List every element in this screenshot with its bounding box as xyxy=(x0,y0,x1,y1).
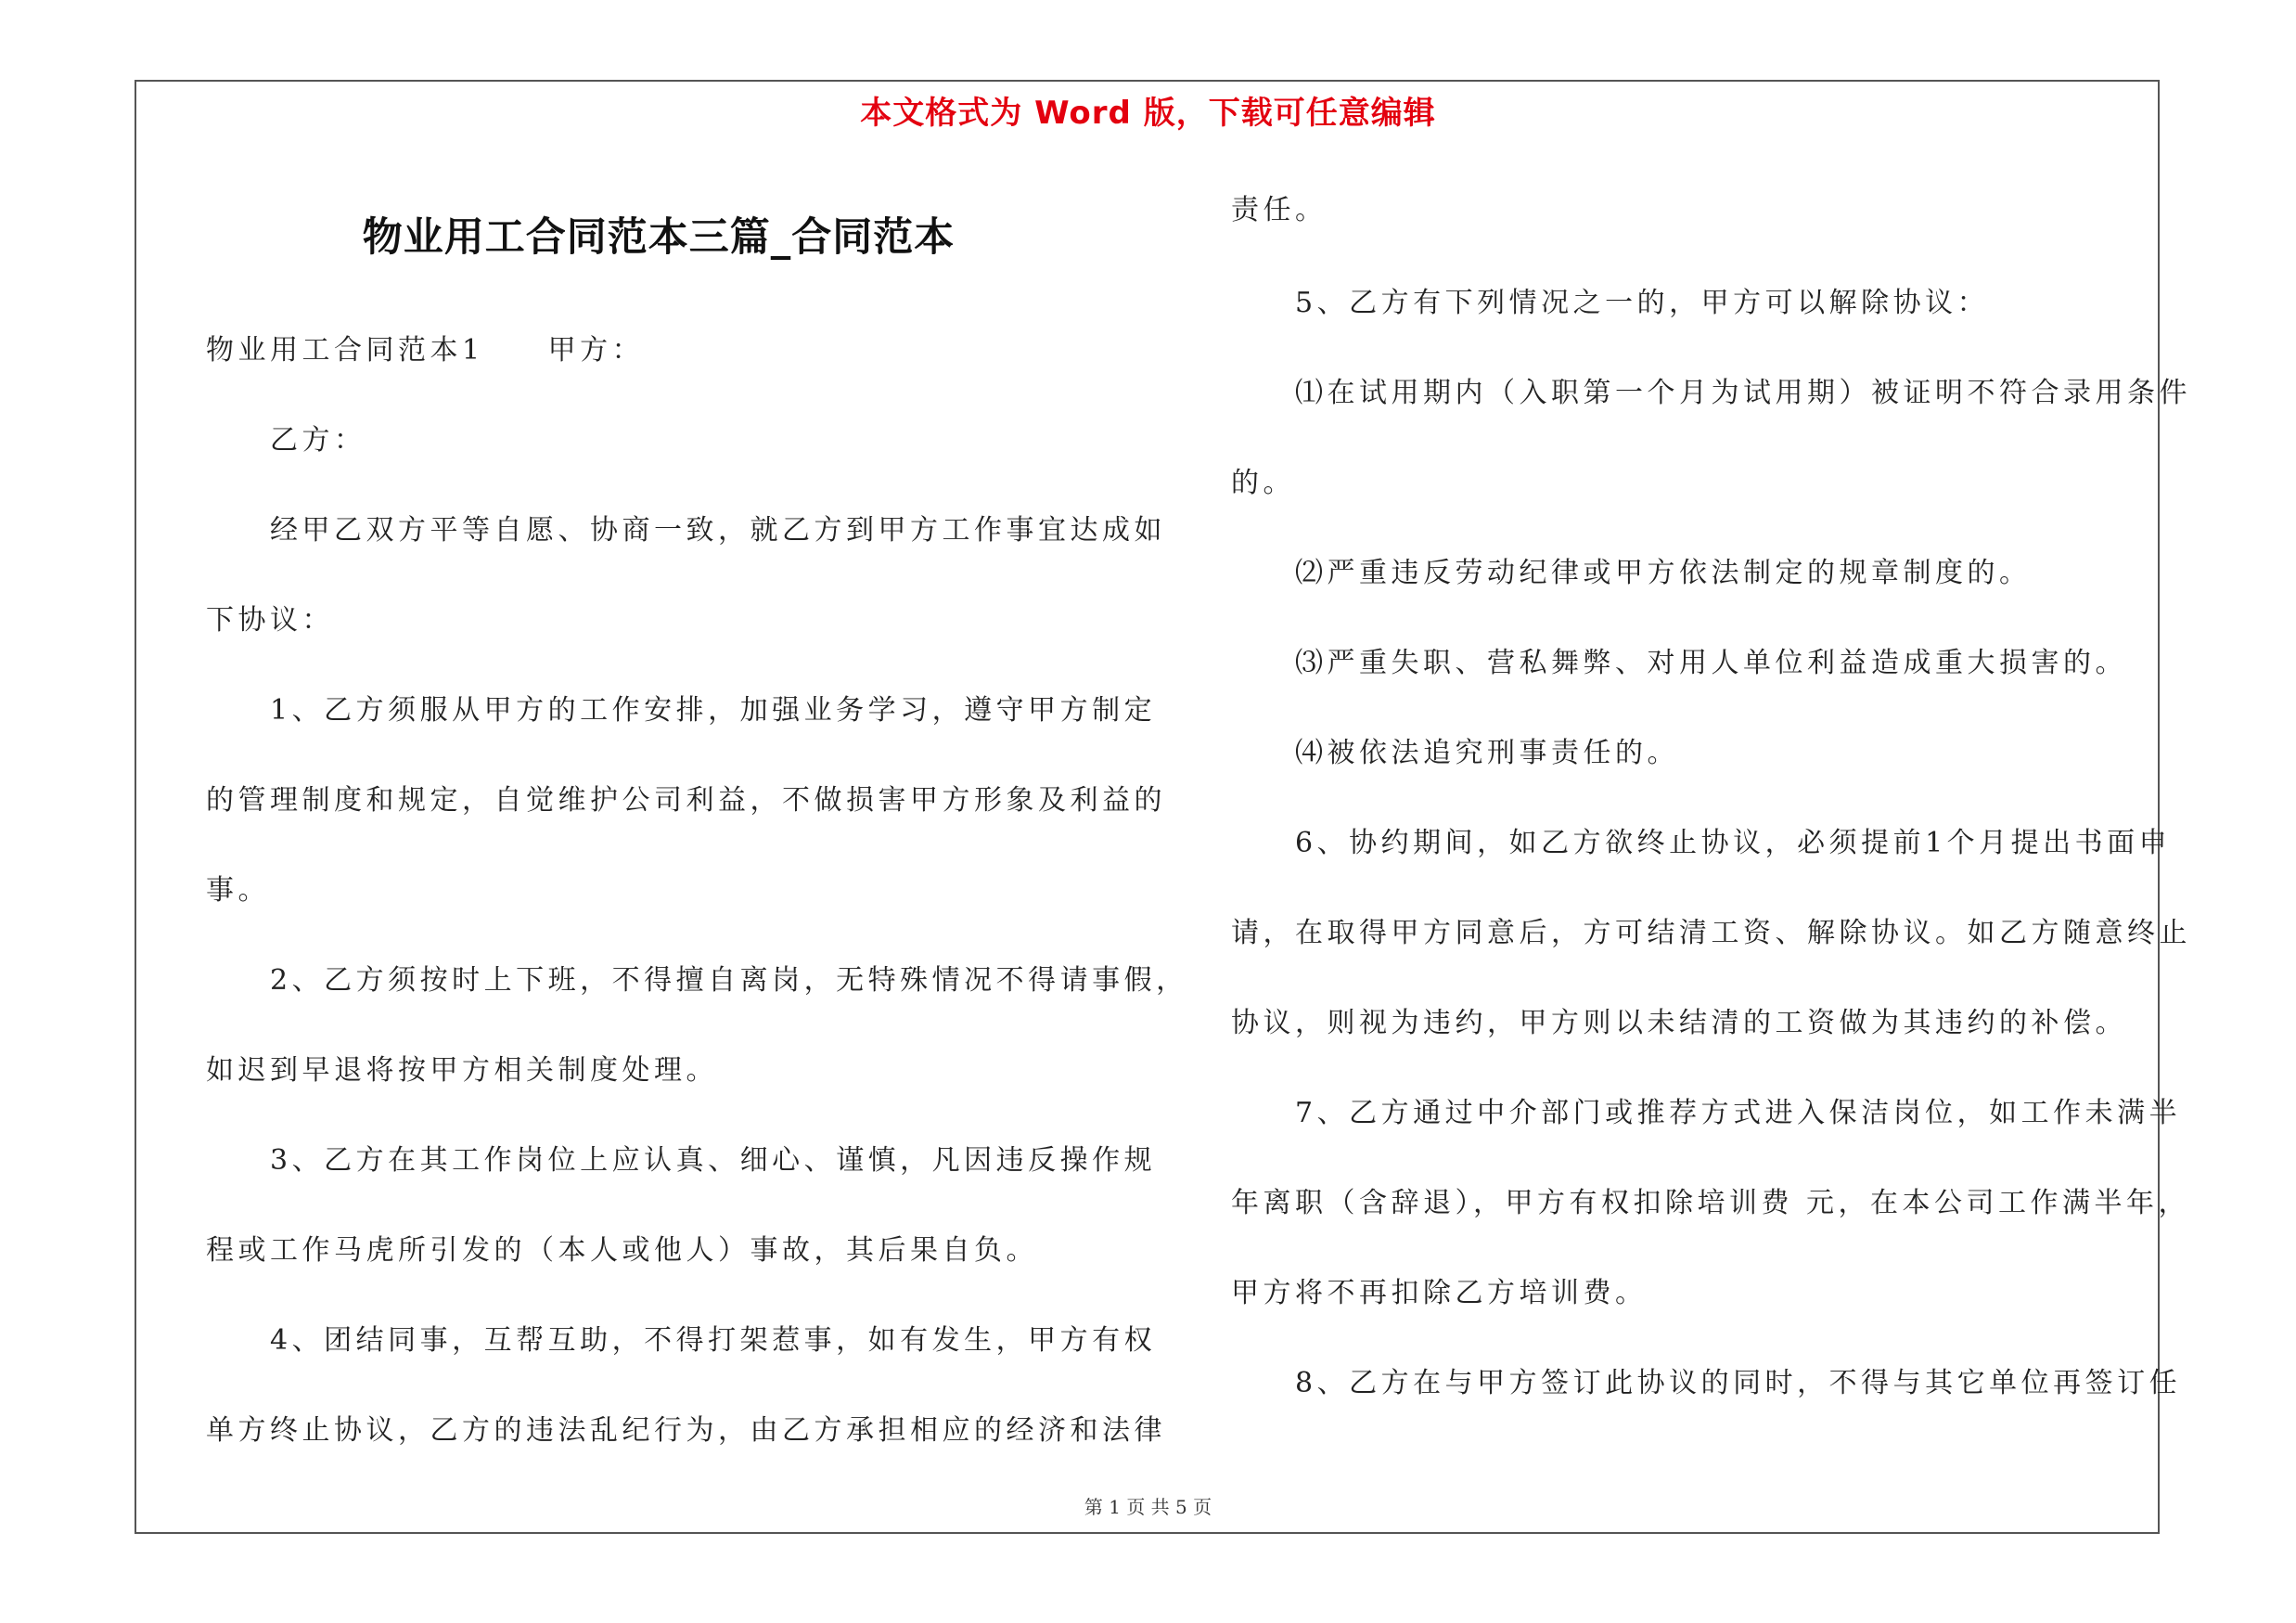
right-line-12: 年离职（含辞退），甲方有权扣除培训费 元，在本公司工作满半年， xyxy=(1231,1187,2191,1219)
left-line-11: 程或工作马虎所引发的（本人或他人）事故，其后果自负。 xyxy=(206,1234,1038,1267)
right-line-3: ⑴在试用期内（入职第一个月为试用期）被证明不符合录用条件 xyxy=(1231,377,2191,409)
right-line-7: ⑷被依法追究刑事责任的。 xyxy=(1231,737,1679,769)
left-line-6: 的管理制度和规定，自觉维护公司利益，不做损害甲方形象及利益的 xyxy=(206,784,1166,817)
right-line-6: ⑶严重失职、营私舞弊、对用人单位利益造成重大损害的。 xyxy=(1231,647,2127,679)
right-line-10: 协议，则视为违约，甲方则以未结清的工资做为其违约的补偿。 xyxy=(1231,1007,2127,1039)
left-line-12: 4、团结同事，互帮互助，不得打架惹事，如有发生，甲方有权 xyxy=(206,1324,1157,1357)
right-line-4: 的。 xyxy=(1231,467,1295,499)
right-line-13: 甲方将不再扣除乙方培训费。 xyxy=(1231,1277,1648,1309)
left-line-1: 物业用工合同范本1 甲方： xyxy=(206,334,645,367)
left-line-13: 单方终止协议，乙方的违法乱纪行为，由乙方承担相应的经济和法律 xyxy=(206,1414,1166,1447)
document-title: 物业用工合同范本三篇_合同范本 xyxy=(362,214,956,261)
left-line-5: 1、乙方须服从甲方的工作安排，加强业务学习，遵守甲方制定 xyxy=(206,694,1157,727)
left-line-9: 如迟到早退将按甲方相关制度处理。 xyxy=(206,1054,718,1087)
left-line-8: 2、乙方须按时上下班，不得擅自离岗，无特殊情况不得请事假， xyxy=(206,964,1188,997)
right-line-1: 责任。 xyxy=(1231,194,1328,226)
right-line-11: 7、乙方通过中介部门或推荐方式进入保洁岗位，如工作未满半 xyxy=(1231,1097,2182,1129)
left-line-10: 3、乙方在其工作岗位上应认真、细心、谨慎，凡因违反操作规 xyxy=(206,1144,1157,1177)
left-line-7: 事。 xyxy=(206,874,270,907)
right-line-9: 请，在取得甲方同意后，方可结清工资、解除协议。如乙方随意终止 xyxy=(1231,917,2191,949)
left-line-2: 乙方： xyxy=(206,424,366,457)
left-line-3: 经甲乙双方平等自愿、协商一致，就乙方到甲方工作事宜达成如 xyxy=(206,514,1166,547)
right-line-14: 8、乙方在与甲方签订此协议的同时，不得与其它单位再签订任 xyxy=(1231,1367,2182,1399)
right-line-8: 6、协约期间，如乙方欲终止协议，必须提前1个月提出书面申 xyxy=(1231,827,2172,859)
right-line-2: 5、乙方有下列情况之一的，甲方可以解除协议： xyxy=(1231,287,1990,319)
word-format-banner: 本文格式为 Word 版，下载可任意编辑 xyxy=(860,95,1436,132)
left-line-4: 下协议： xyxy=(206,604,334,637)
page-number-footer: 第 1 页 共 5 页 xyxy=(1084,1496,1212,1518)
right-line-5: ⑵严重违反劳动纪律或甲方依法制定的规章制度的。 xyxy=(1231,557,2032,589)
